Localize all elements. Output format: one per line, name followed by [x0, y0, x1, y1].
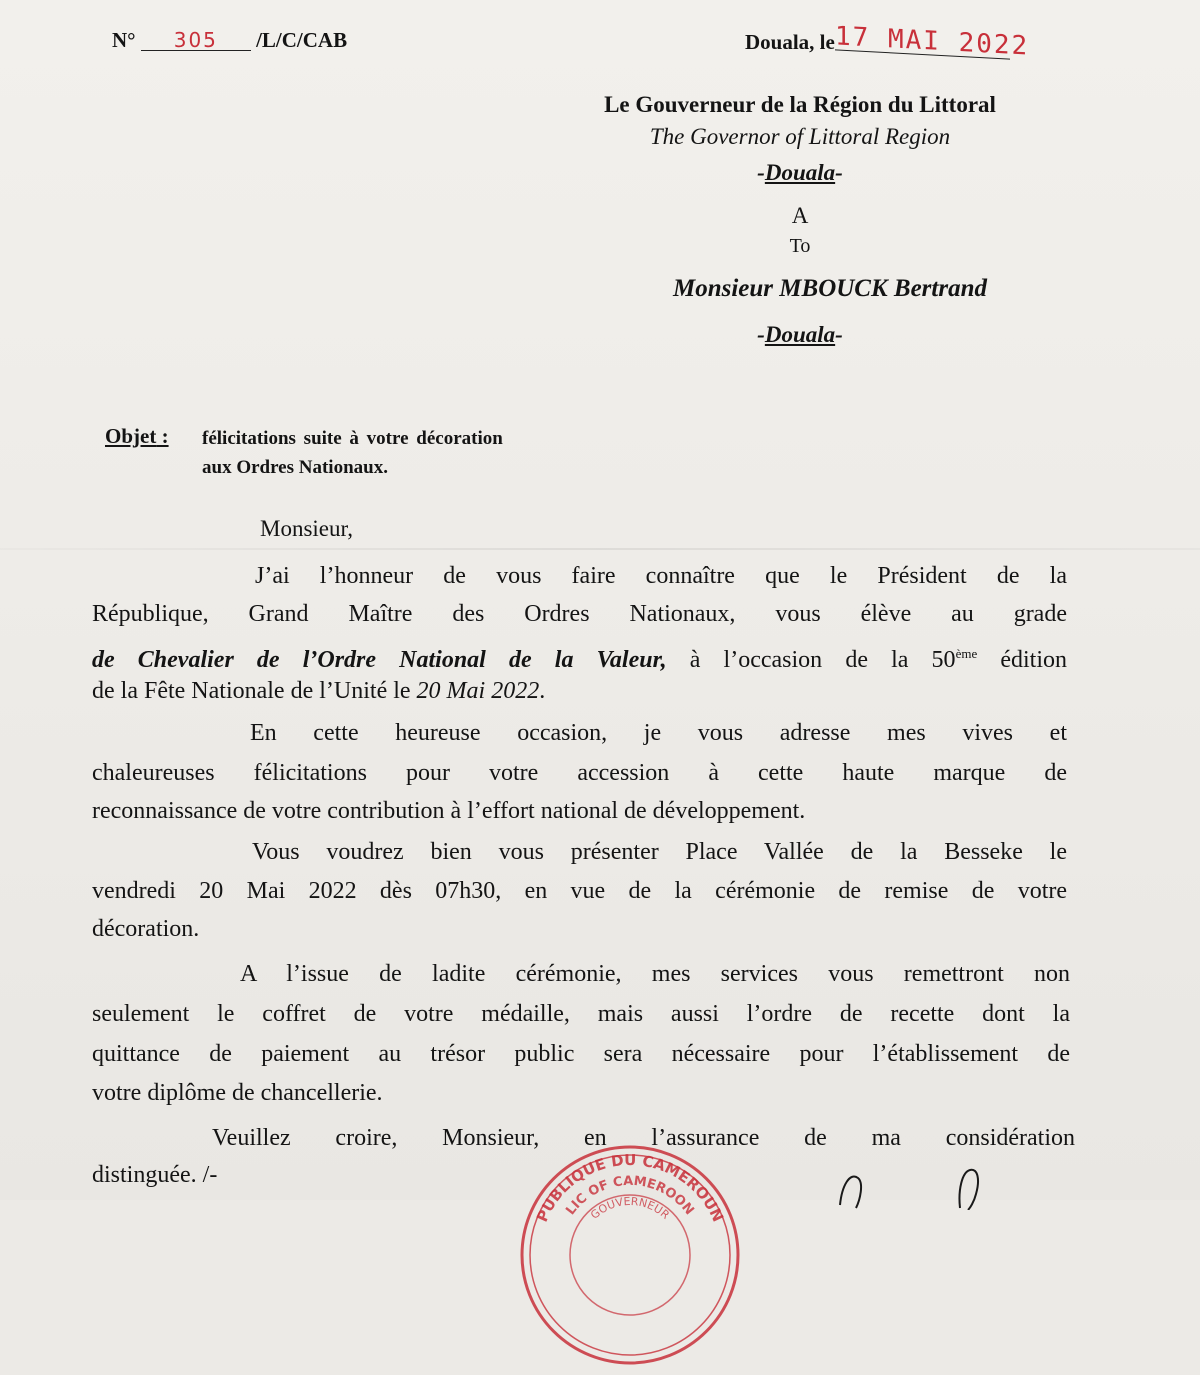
subject-line-1: félicitations suite à votre décoration [202, 428, 503, 449]
stamp-text-third: GOUVERNEUR [588, 1194, 672, 1222]
p4-line-1: A l’issue de ladite cérémonie, mes services vous remettront non [240, 961, 1070, 987]
stamp-text-outer: PUBLIQUE DU CAMEROUN [532, 1150, 728, 1225]
p2-line-2: chaleureuses félicitations pour votre accession à cette haute marque de [92, 760, 1067, 786]
sender-title-en: The Governor of Littoral Region [649, 124, 951, 149]
ref-suffix: /L/C/CAB [256, 28, 348, 52]
sender-title-fr: Le Gouverneur de la Région du Littoral [604, 92, 996, 117]
closing-line-2: distinguée. /- [92, 1162, 218, 1188]
official-seal-stamp [510, 1135, 750, 1375]
p1-line-4: de la Fête Nationale de l’Unité le 20 Mai 2022. [92, 678, 546, 704]
p4-line-4: votre diplôme de chancellerie. [92, 1080, 383, 1106]
sender-city: -Douala- [757, 160, 843, 185]
to-en: To [789, 235, 811, 257]
to-fr: A [791, 203, 809, 228]
stamp-text-inner: LIC OF CAMEROON [563, 1173, 697, 1219]
salutation: Monsieur, [260, 516, 353, 541]
svg-text:GOUVERNEUR [588, 1195, 672, 1222]
p4-line-2: seulement le coffret de votre médaille, mais aussi l’ordre de recette dont la [92, 1001, 1070, 1027]
date-prefix: Douala, le [745, 30, 835, 54]
signature [820, 1150, 1030, 1210]
recipient-city: -Douala- [757, 322, 843, 347]
closing-line-1: Veuillez croire, Monsieur, en l’assurance de ma considération [212, 1125, 1075, 1151]
p1-line-2: République, Grand Maître des Ordres Nationaux, vous élève au grade [92, 601, 1067, 627]
recipient-name: Monsieur MBOUCK Bertrand [673, 275, 987, 302]
reference-number [112, 28, 347, 53]
p4-line-3: quittance de paiement au trésor public sera nécessaire pour l’établissement de [92, 1041, 1070, 1067]
paper-fold [0, 548, 1200, 550]
p3-line-3: décoration. [92, 916, 200, 942]
date-line [745, 21, 1030, 62]
p2-line-3: reconnaissance de votre contribution à l’effort national de développement. [92, 798, 806, 824]
p1-line-1: J’ai l’honneur de vous faire connaître que le Président de la [255, 563, 1067, 589]
subject-line-2: aux Ordres Nationaux. [202, 457, 388, 478]
p3-line-1: Vous voudrez bien vous présenter Place Vallée de la Besseke le [252, 839, 1067, 865]
p3-line-2: vendredi 20 Mai 2022 dès 07h30, en vue de la cérémonie de remise de votre [92, 878, 1067, 904]
p1-line-3: de Chevalier de l’Ordre National de la Valeur, à l’occasion de la 50ème édition [92, 646, 1068, 673]
ref-prefix: N° [112, 28, 136, 52]
p2-line-1: En cette heureuse occasion, je vous adresse mes vives et [250, 720, 1067, 746]
subject-label: Objet : [105, 424, 169, 448]
ref-number-handwritten: 305 [141, 30, 251, 51]
date-stamp: 17 MAI 2022 [834, 21, 1030, 62]
